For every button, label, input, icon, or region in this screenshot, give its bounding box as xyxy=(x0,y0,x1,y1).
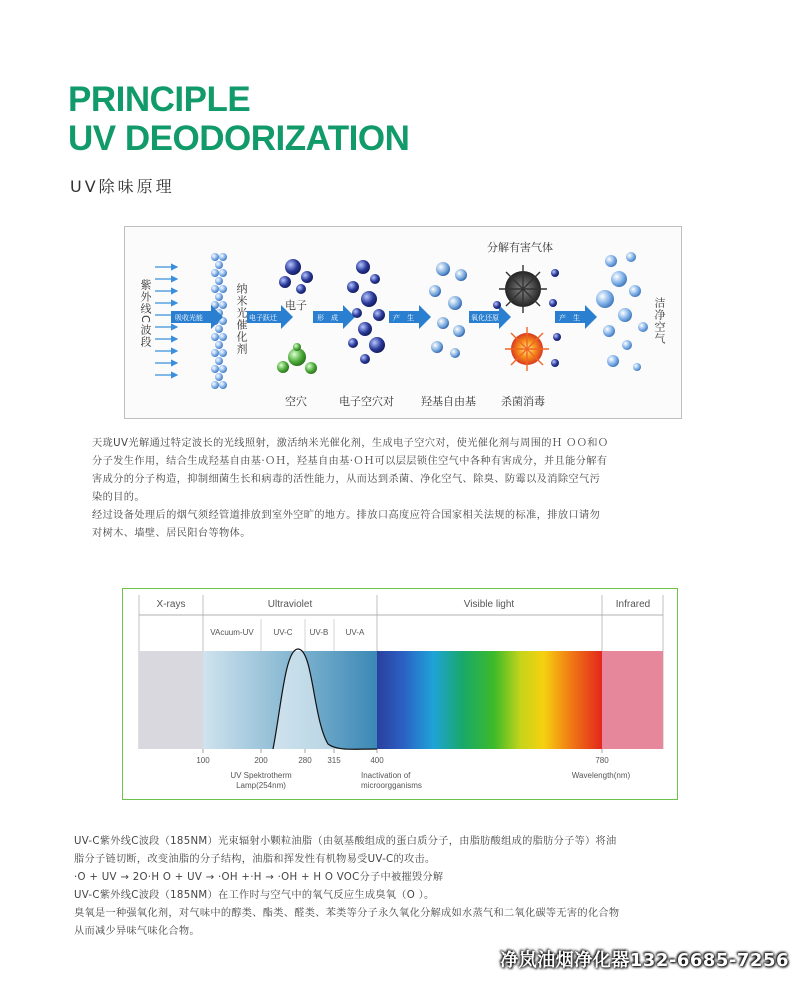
arrow-label-form: 形 成 xyxy=(317,314,338,322)
para1-line4: 染的目的。 xyxy=(92,492,145,503)
band-infrared: Infrared xyxy=(615,599,651,610)
title-principle: PRINCIPLE xyxy=(68,80,251,119)
wavelength-label: Wavelength(nm) xyxy=(571,771,631,780)
tick-315: 315 xyxy=(327,756,341,765)
uv-sub-vacuum: VAcuum-UV xyxy=(210,628,254,637)
para1-line3: 害成分的分子构造，抑制细菌生长和病毒的活性能力，从而达到杀菌、净化空气、除臭、防霉以及消除空气污 xyxy=(92,474,601,485)
tick-780: 780 xyxy=(595,756,609,765)
electron-label: 电子 xyxy=(285,299,307,312)
radical-label: 羟基自由基 xyxy=(421,395,476,408)
uv-sub-uvc: UV-C xyxy=(273,628,293,637)
title-uv-deodorization: UV DEODORIZATION xyxy=(68,119,410,158)
tick-280: 280 xyxy=(298,756,312,765)
band-xrays: X-rays xyxy=(156,599,186,610)
tick-400: 400 xyxy=(370,756,384,765)
inact-label-2: microorgganisms xyxy=(361,781,422,790)
para2-line3: ·O + UV → 2O·H O + UV → ·OH +·H → ·OH + H O VOC分子中被摧毁分解 xyxy=(74,872,444,883)
uv-sub-uva: UV-A xyxy=(345,628,365,637)
decompose-label: 分解有害气体 xyxy=(487,241,553,254)
lamp-label-1: UV Spektrotherm xyxy=(230,771,292,780)
paragraph-principle xyxy=(92,435,712,543)
arrow-label-produce: 产 生 xyxy=(393,314,414,322)
tick-200: 200 xyxy=(254,756,268,765)
para2-line4: UV-C紫外线C波段（185NM）在工作时与空气中的氧气反应生成臭氧（O ）。 xyxy=(74,890,435,901)
pair-label: 电子空穴对 xyxy=(339,395,394,408)
para1-line1: 天珑UV光解通过特定波长的光线照射，激活纳米光催化剂，生成电子空穴对，使光催化剂与周围的Ｈ ＯＯ和Ｏ xyxy=(92,438,609,449)
para2-line6: 从而减少异味气味化合物。 xyxy=(74,926,200,937)
hole-label: 空穴 xyxy=(285,395,307,408)
para2-line1: UV-C紫外线C波段（185NM）光束辐射小颗粒油脂（由氨基酸组成的蛋白质分子，由脂肪酸组成的脂肪分子等）将油 xyxy=(74,836,617,847)
uv-label: 紫外线C波段 xyxy=(139,279,152,348)
watermark-contact: 净岚油烟净化器132-6685-7256 xyxy=(500,950,789,971)
band-ultraviolet: Ultraviolet xyxy=(267,599,313,610)
para1-line2: 分子发生作用，结合生成羟基自由基·ＯＨ，羟基自由基·ＯＨ可以层层锁住空气中各种有害成分，并且能分解有 xyxy=(92,456,608,467)
tick-100: 100 xyxy=(196,756,210,765)
arrow-label-absorb: 吸收光能 xyxy=(175,314,203,322)
arrow-label-produce-2: 产 生 xyxy=(559,314,580,322)
para1-line6: 对树木、墙壁、居民阳台等物体。 xyxy=(92,528,251,539)
sterilize-label: 杀菌消毒 xyxy=(501,395,545,408)
spectrum-illustration xyxy=(123,589,677,799)
clean-air-label: 洁净空气 xyxy=(653,297,666,345)
band-visible: Visible light xyxy=(463,599,515,610)
arrow-label-transition: 电子跃迁 xyxy=(249,314,277,322)
subtitle: UV除味原理 xyxy=(70,177,175,196)
inact-label-1: Inactivation of xyxy=(361,771,411,780)
uv-spectrum-figure xyxy=(122,588,678,800)
para2-line2: 脂分子链切断，改变油脂的分子结构，油脂和挥发性有机物易受UV-C的攻击。 xyxy=(74,854,436,865)
para1-line5: 经过设备处理后的烟气须经管道排放到室外空旷的地方。排放口高度应符合国家相关法规的标准，排放口请勿 xyxy=(92,510,601,521)
process-diagram xyxy=(124,226,682,419)
uv-sub-uvb: UV-B xyxy=(309,628,329,637)
para2-line5: 臭氧是一种强氧化剂，对气味中的醇类、酯类、醛类、苯类等分子永久氧化分解成如水蒸气和二氧化碳等无害的化合物 xyxy=(74,908,620,919)
catalyst-label: 纳米光催化剂 xyxy=(235,283,248,355)
arrow-label-redox: 氧化还原 xyxy=(471,314,499,322)
lamp-label-2: Lamp(254nm) xyxy=(236,781,286,790)
paragraph-uvc xyxy=(74,833,754,941)
